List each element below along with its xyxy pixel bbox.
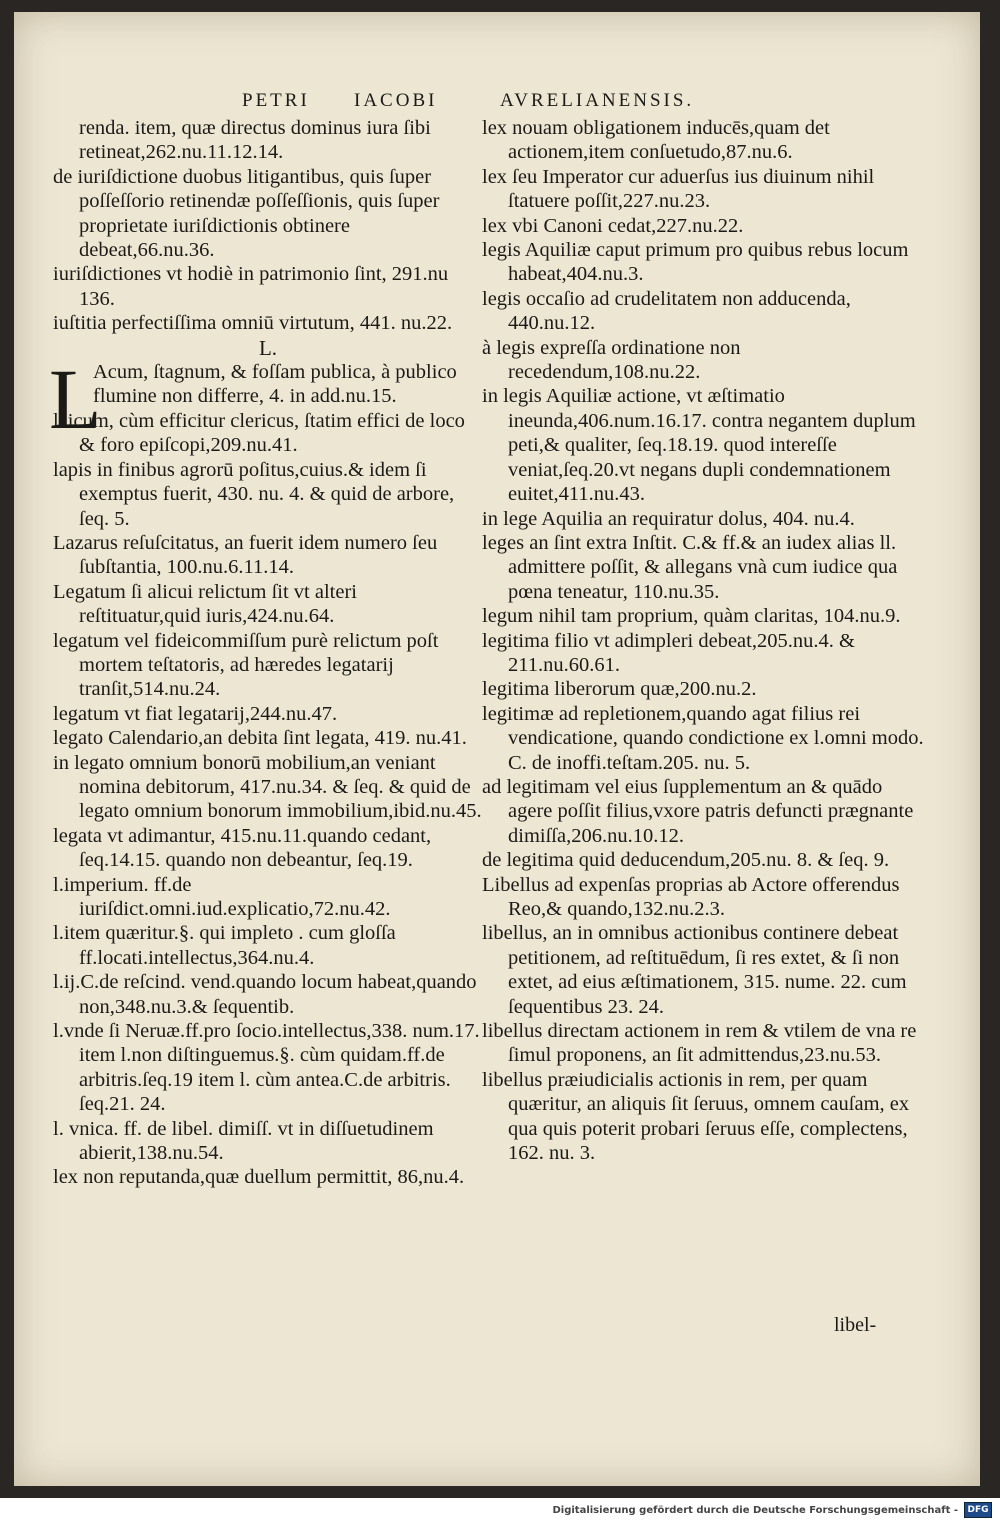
right-column — [482, 116, 928, 1165]
index-entry: legatum vel fideicommiſſum purè relictum poſt mortem teſtatoris, ad hæredes legatarij tranſit,514.nu.24. — [53, 629, 439, 701]
index-entry: l.ij.C.de reſcind. vend.quando locum habeat,quando non,348.nu.3.& ſequentib. — [53, 971, 477, 1018]
index-entry: legis occaſio ad crudelitatem non adducenda, 440.nu.12. — [482, 287, 851, 335]
index-entry: l. vnica. ff. de libel. dimiſſ. vt in diſſuetudinem abierit,138.nu.54. — [53, 1117, 434, 1165]
index-entry: legata vt adimantur, 415.nu.11.quando cedant, ſeq.14.15. quando non debeantur, ſeq.19. — [53, 824, 432, 872]
running-header — [14, 90, 980, 118]
index-entry: legum nihil tam proprium, quàm claritas, 104.nu.9. — [482, 605, 901, 628]
index-entry: l.vnde ſi Neruæ.ff.pro ſocio.intellectus,338. num.17. item l.non diſtinguemus.§. cùm quidam.ff.de arbitris.ſeq.19 item l. cùm antea.C.de arbitris. ſeq.21. 24. — [53, 1020, 480, 1116]
index-entry: legatum vt fiat legatarij,244.nu.47. — [53, 702, 338, 725]
index-entry: iuriſdictiones vt hodiè in patrimonio ſint, 291.nu 136. — [53, 263, 449, 310]
index-entry: à legis expreſſa ordinatione non recedendum,108.nu.22. — [482, 336, 741, 384]
funding-credit: Digitalisierung gefördert durch die Deutsche Forschungsgemeinschaft - — [552, 1504, 958, 1516]
index-entry: renda. item, quæ directus dominus iura ſibi retineat,262.nu.11.12.14. — [79, 117, 431, 164]
index-entry: de legitima quid deducendum,205.nu. 8. & ſeq. 9. — [482, 849, 890, 872]
catchword: libel- — [834, 1314, 877, 1336]
index-entry: Legatum ſi alicui relictum ſit vt alteri reſtituatur,quid iuris,424.nu.64. — [53, 580, 357, 628]
index-entry: iuſtitia perfectiſſima omniū virtutum, 441. nu.22. — [53, 312, 453, 335]
index-entry: legitima filio vt adimpleri debeat,205.nu.4. & 211.nu.60.61. — [482, 629, 855, 676]
index-entry: Libellus ad expenſas proprias ab Actore offerendus Reo,& quando,132.nu.2.3. — [482, 873, 900, 920]
index-entry: lapis in finibus agrorū poſitus,cuius.& idem ſi exemptus fuerit, 430. nu. 4. & quid de arbore, ſeq. 5. — [53, 458, 455, 530]
index-entry: ad legitimam vel eius ſupplementum an & quādo agere poſſit filius,vxore patris defuncti prægnante dimiſſa,206.nu.10.12. — [482, 775, 914, 847]
index-entry: l.item quæritur.§. qui impleto . cum gloſſa ff.locati.intellectus,364.nu.4. — [53, 922, 396, 969]
index-entry: libellus, an in omnibus actionibus continere debeat petitionem, ad reſtituēdum, ſi res extet, & ſi non extet, ad eius æſtimationem, 315. nume. 22. cum ſequentibus 23. 24. — [482, 922, 907, 1018]
index-entry: de iuriſdictione duobus litigantibus, quis ſuper poſſeſſorio retinendæ poſſeſſionis, quis ſuper proprietate iuriſdictionis obtinere debeat,66.nu.36. — [53, 165, 440, 262]
index-entry: leges an ſint extra Inſtit. C.& ff.& an iudex alias ll. admittere poſſit, & allegans vnà cum iudice qua pœna teneatur, 110.nu.35. — [482, 531, 898, 603]
index-entry: in legato omnium bonorū mobilium,an veniant nomina debitorum, 417.nu.34. & ſeq. & quid de legato omnium bonorum immobilium,ibid.nu.45. — [53, 751, 482, 823]
letter-section-heading: L. — [258, 335, 278, 360]
index-entry: lex ſeu Imperator cur aduerſus ius diuinum nihil ſtatuere poſſit,227.nu.23. — [482, 165, 875, 213]
header-word-1: PETRI — [242, 90, 310, 111]
index-entry: legato Calendario,an debita ſint legata, 419. nu.41. — [53, 727, 467, 750]
index-entry: in legis Aquiliæ actione, vt æſtimatio ineunda,406.num.16.17. contra negantem duplum peti,& qualiter, ſeq.18.19. quod intereſſe veniat,ſeq.20.vt negans dupli condemnationem euitet,411.nu.43. — [482, 385, 916, 506]
index-entry: Lazarus reſuſcitatus, an fuerit idem numero ſeu ſubſtantia, 100.nu.6.11.14. — [53, 531, 438, 579]
header-word-2: IACOBI — [354, 90, 438, 111]
header-word-3: AVRELIANENSIS. — [500, 90, 695, 111]
dfg-logo-icon: DFG — [964, 1502, 992, 1518]
left-column — [49, 116, 483, 1190]
dropcap-letter: L — [49, 351, 102, 448]
index-entry: libellus præiudicialis actionis in rem, per quam quæritur, an aliquis ſit ſeruus, omnem cauſam, ex qua quis poterit probari ſeruus eſſe, complectens, 162. nu. 3. — [482, 1068, 910, 1165]
index-entry: in lege Aquilia an requiratur dolus, 404. nu.4. — [482, 507, 855, 530]
digitization-footer — [0, 1498, 1000, 1522]
index-entry: legis Aquiliæ caput primum pro quibus rebus locum habeat,404.nu.3. — [482, 239, 909, 286]
index-entry: legitima liberorum quæ,200.nu.2. — [482, 678, 757, 701]
index-entry: legitimæ ad repletionem,quando agat filius rei vendicatione, quando condictione ex l.omni modo. C. de inoffi.teſtam.205. nu. 5. — [482, 702, 924, 774]
book-page — [14, 12, 980, 1486]
index-entry: lex non reputanda,quæ duellum permittit, 86,nu.4. — [53, 1166, 465, 1189]
index-entry: lex nouam obligationem inducēs,quam det actionem,item conſuetudo,87.nu.6. — [482, 117, 830, 164]
index-entry: l.imperium. ff.de iuriſdict.omni.iud.explicatio,72.nu.42. — [53, 873, 391, 920]
dropcap-entry-text: Acum, ſtagnum, & foſſam publica, à publico flumine non differre, 4. in add.nu.15. — [93, 361, 457, 408]
index-entry: libellus directam actionem in rem & vtilem de vna re ſimul proponens, an ſit admittendus,23.nu.53. — [482, 1020, 917, 1067]
index-entry: lex vbi Canoni cedat,227.nu.22. — [482, 214, 744, 237]
index-entry: laicum, cùm efficitur clericus, ſtatim effici de loco & foro epiſcopi,209.nu.41. — [53, 409, 465, 457]
